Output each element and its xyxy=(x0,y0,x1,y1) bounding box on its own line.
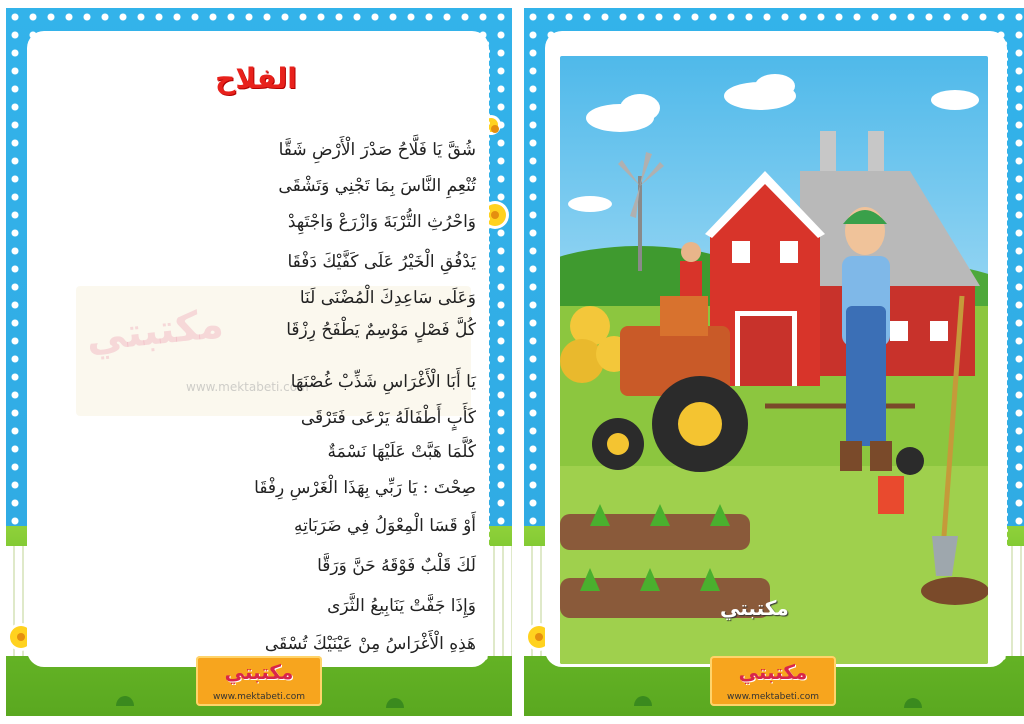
poem-line: يَا أَبَا الْأَغْرَاسِ شَذِّبْ غُصْنَهَا xyxy=(290,372,476,392)
logo-name: مكتبتي xyxy=(224,660,294,684)
logo-name: مكتبتي xyxy=(738,660,808,684)
logo-url: www.mektabeti.com xyxy=(726,692,820,702)
logo xyxy=(710,656,836,706)
logo xyxy=(196,656,322,706)
poem-line: شُقَّ يَا فَلَّاحُ صَدْرَ الْأَرْضِ شَقَّا xyxy=(278,140,476,160)
poem-line: تُنْعِمِ النَّاسَ بِمَا تَجْنِي وَتَشْقَى xyxy=(278,176,476,196)
right-page xyxy=(524,8,1024,716)
poem-line: أَوْ قَسَا الْمِعْوَلُ فِي ضَرَبَاتِهِ xyxy=(294,516,476,536)
watermark-url: www.mektabeti.com xyxy=(186,380,309,394)
left-page xyxy=(6,8,512,716)
poem-line: يَدْفُقِ الْخَيْرُ عَلَى كَفَّيْكَ دَفْقَا xyxy=(287,252,476,272)
poem-line: وَإِذَا جَفَّتْ يَنَابِيعُ الثَّرَى xyxy=(327,596,476,616)
poem-line: وَعَلَى سَاعِدِكَ الْمُضْنَى لَنَا xyxy=(299,288,476,308)
poem-line: كُلَّمَا هَبَّتْ عَلَيْهَا نَسْمَةٌ xyxy=(327,442,476,462)
poem-line: لَكَ قَلْبٌ فَوْقَهُ حَنَّ وَرَقَّا xyxy=(317,556,476,576)
poem-title: الفلاح xyxy=(215,62,297,95)
poem-line: كَأَبٍ أَطْفَالَهُ يَرْعَى فَتَرْقَى xyxy=(300,408,476,428)
poem-line: هَذِهِ الْأَغْرَاسُ مِنْ عَيْنَيْكَ تُسْقَى xyxy=(264,634,476,654)
poem-line: كُلَّ فَصْلٍ مَوْسِمٌ يَطْفَحُ رِزْقَا xyxy=(286,320,476,340)
farm-scene-svg xyxy=(560,56,988,664)
poem-line: وَاحْرُثِ التُّرْبَةَ وَازْرَعْ وَاجْتَهِدْ xyxy=(287,212,476,232)
grey-building xyxy=(800,131,980,376)
watermark-text: مكتبتي xyxy=(83,300,226,362)
field xyxy=(560,466,988,664)
farm-illustration xyxy=(560,56,988,664)
logo-url: www.mektabeti.com xyxy=(212,692,306,702)
poem-line: صِحْتَ : يَا رَبِّي بِهَذَا الْغَرْسِ رِفْقَا xyxy=(254,478,476,498)
scene-watermark: مكتبتي xyxy=(720,596,789,620)
